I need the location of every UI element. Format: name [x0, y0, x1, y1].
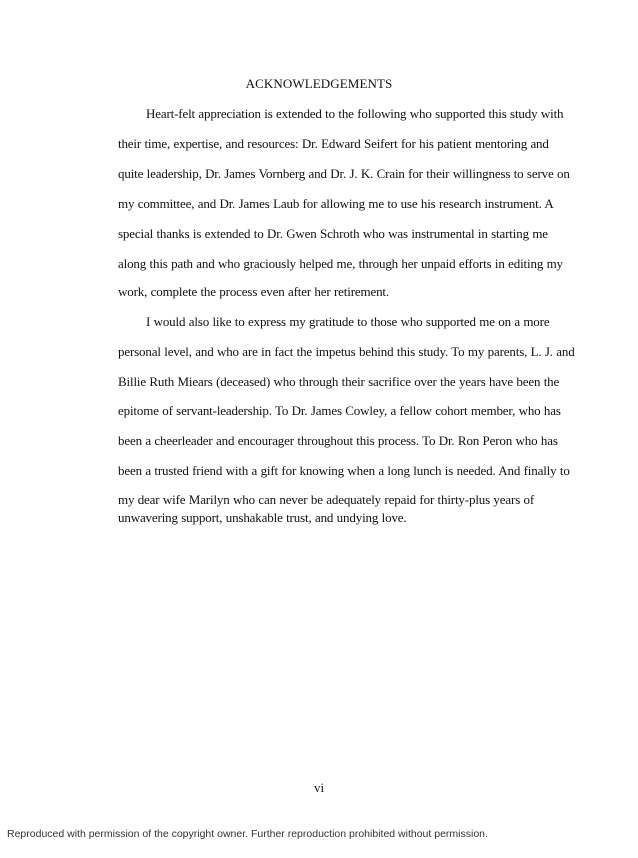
paragraph-line: unwavering support, unshakable trust, and undying love. — [118, 510, 407, 525]
paragraph-line: special thanks is extended to Dr. Gwen Schroth who was instrumental in starting me — [118, 226, 548, 241]
paragraph-line: my dear wife Marilyn who can never be adequately repaid for thirty-plus years of — [118, 492, 535, 507]
paragraph-line: my committee, and Dr. James Laub for allowing me to use his research instrument. A — [118, 196, 554, 211]
page-heading: ACKNOWLEDGEMENTS — [245, 76, 393, 91]
paragraph-line: their time, expertise, and resources: Dr. Edward Seifert for his patient mentoring and — [118, 136, 549, 151]
paragraph-line: work, complete the process even after her retirement. — [118, 284, 389, 299]
paragraph-line: Billie Ruth Miears (deceased) who through their sacrifice over the years have been the — [118, 374, 560, 389]
paragraph-line: been a trusted friend with a gift for knowing when a long lunch is needed. And finally to — [118, 463, 570, 478]
paragraph-line: personal level, and who are in fact the impetus behind this study. To my parents, L. J. and — [118, 344, 575, 359]
paragraph-line: along this path and who graciously helped me, through her unpaid efforts in editing my — [118, 256, 563, 271]
paragraph-line: been a cheerleader and encourager throughout this process. To Dr. Ron Peron who has — [118, 433, 558, 448]
paragraph-line: Heart-felt appreciation is extended to the following who supported this study with — [146, 106, 564, 121]
copyright-footer: Reproduced with permission of the copyright owner. Further reproduction prohibited without permission. — [7, 828, 488, 840]
page-number: vi — [313, 780, 325, 795]
paragraph-line: epitome of servant-leadership. To Dr. James Cowley, a fellow cohort member, who has — [118, 403, 561, 418]
paragraph-line: quite leadership, Dr. James Vornberg and Dr. J. K. Crain for their willingness to serve on — [118, 166, 570, 181]
paragraph-line: I would also like to express my gratitude to those who supported me on a more — [146, 314, 550, 329]
